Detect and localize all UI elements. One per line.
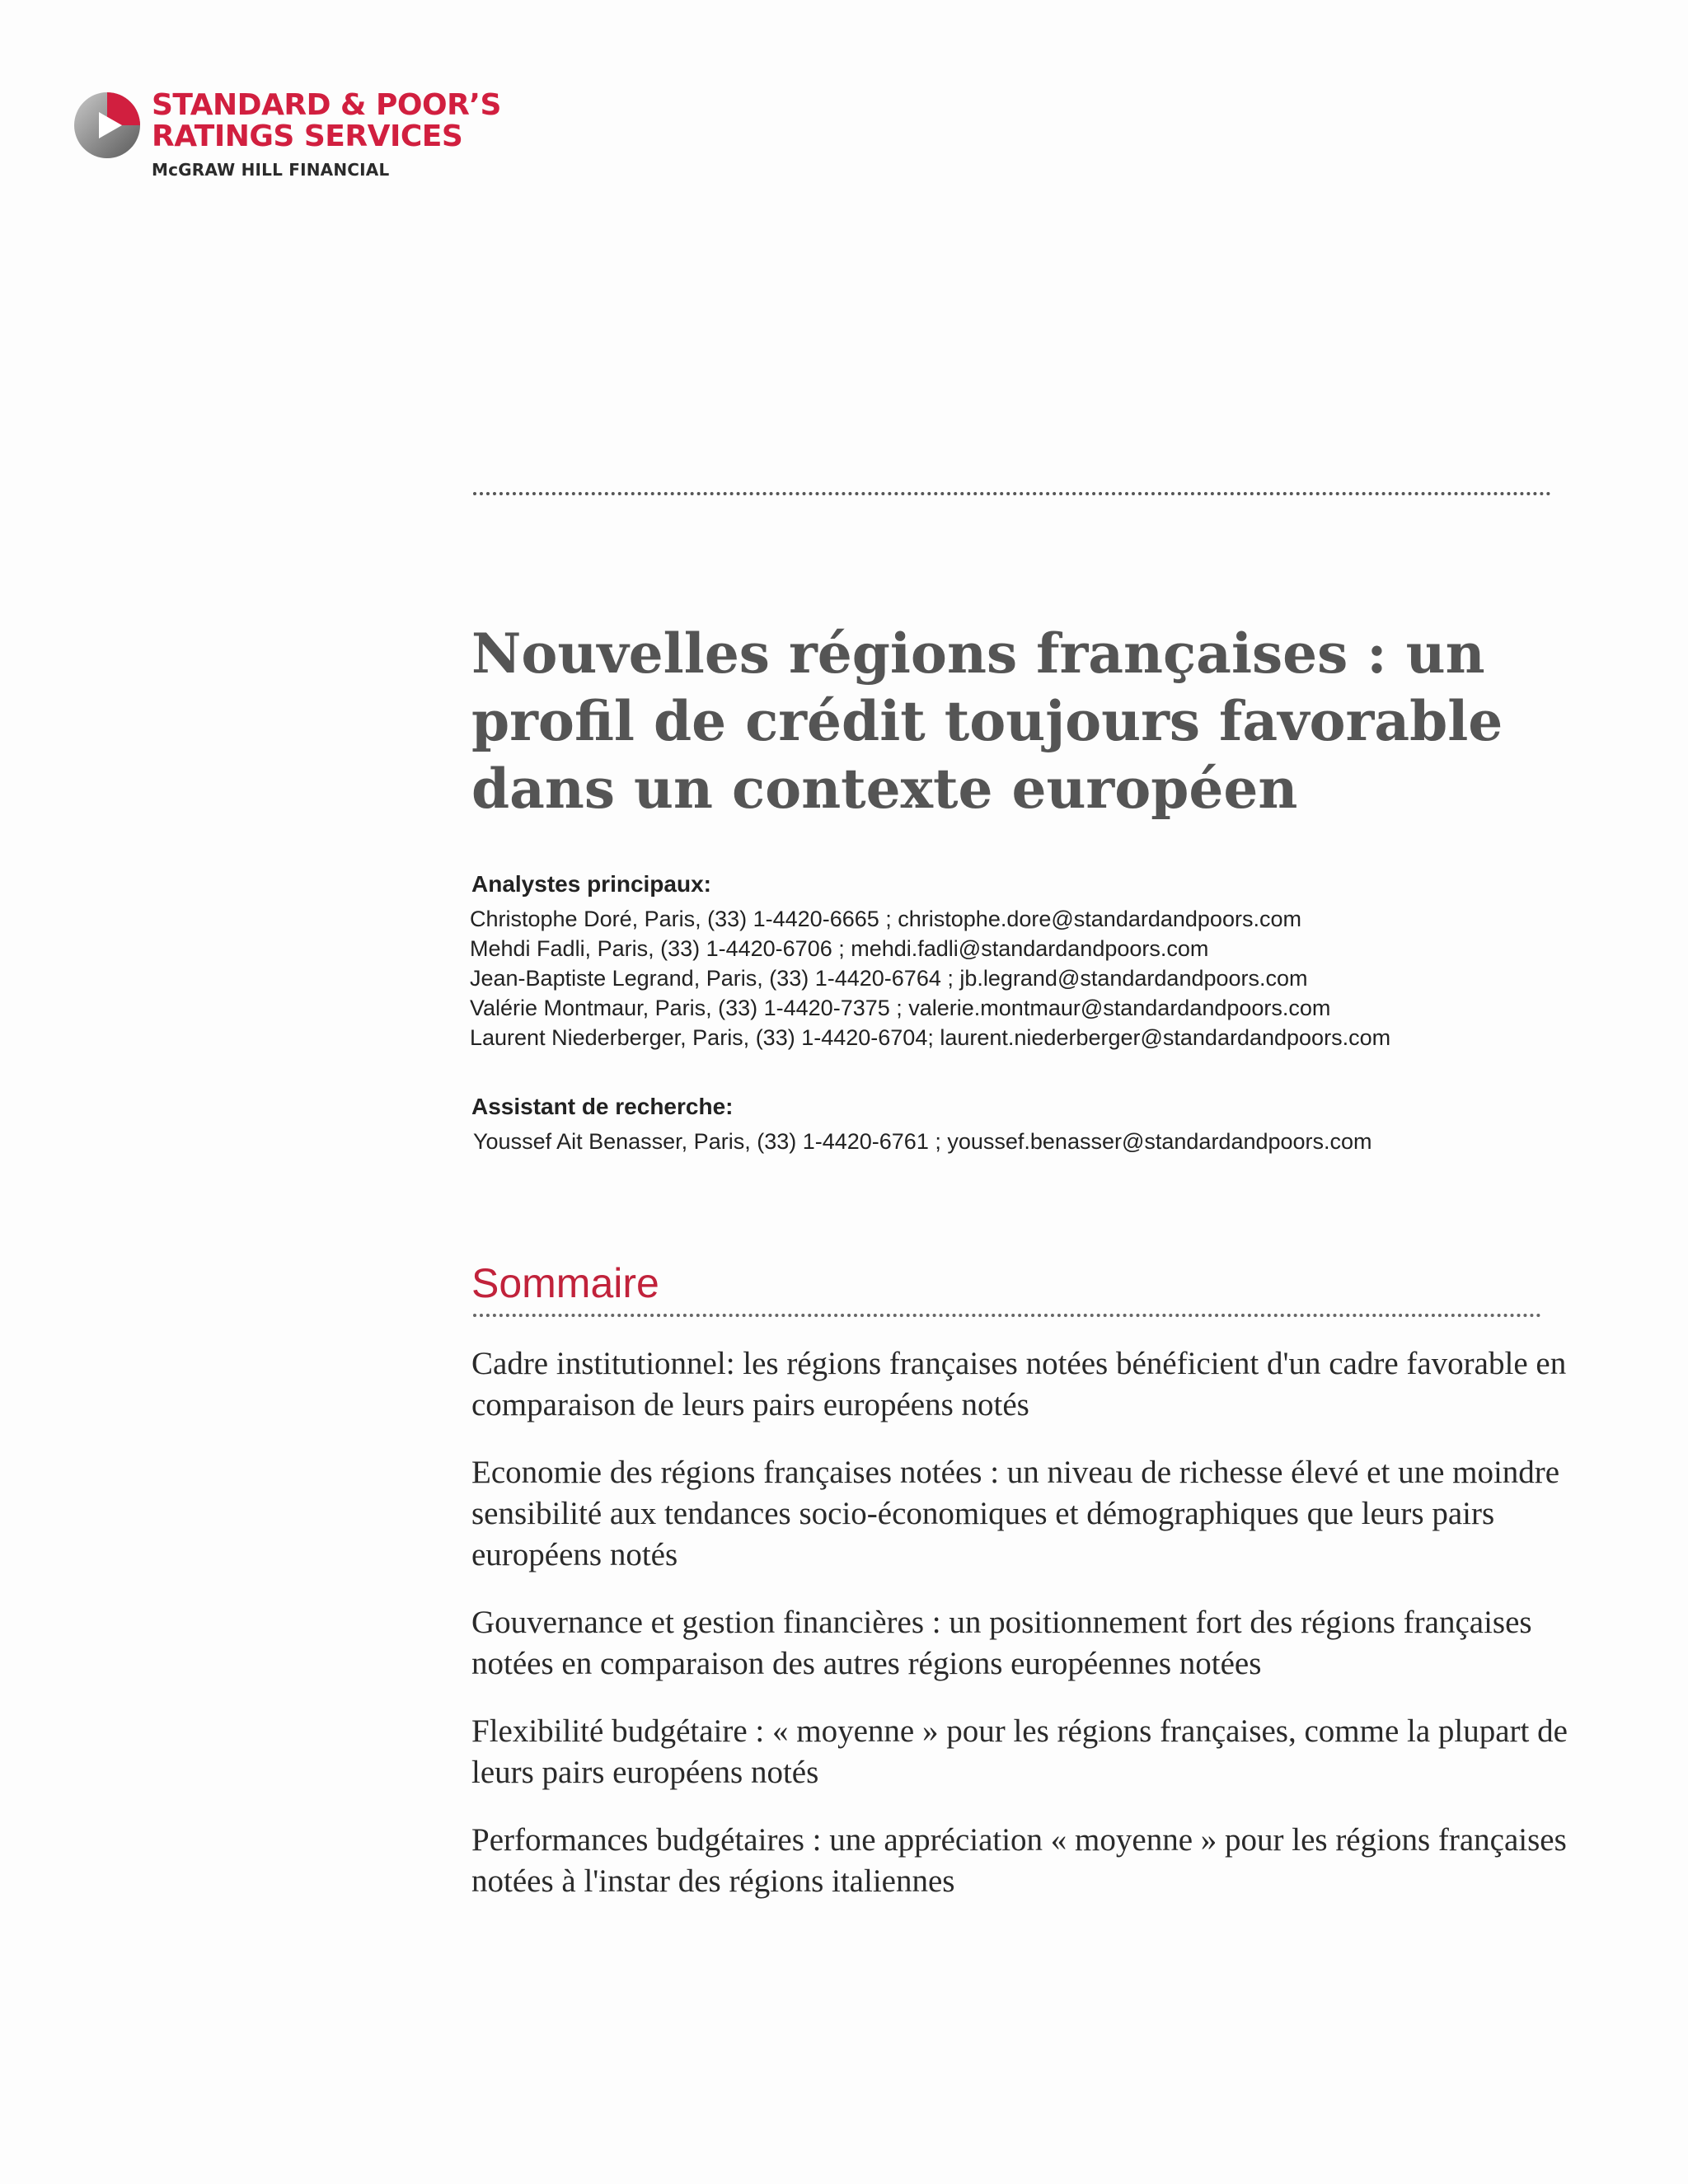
analyst-contact: Christophe Doré, Paris, (33) 1-4420-6665 ; christophe.dore@standardandpoors.com xyxy=(470,907,1301,931)
top-divider xyxy=(473,492,1551,495)
logo-text-line3: McGRAW HILL FINANCIAL xyxy=(152,160,390,180)
summary-item: Flexibilité budgétaire : « moyenne » pour les régions françaises, comme la plupart de leurs pairs européens notés xyxy=(471,1713,1568,1790)
logo-text-line2: RATINGS SERVICES xyxy=(152,120,463,153)
summary-item: Economie des régions françaises notées : un niveau de richesse élevé et une moindre sensibilité aux tendances socio-économiques et démographiques que leurs pairs européens notés xyxy=(471,1455,1560,1572)
summary-item: Cadre institutionnel: les régions françaises notées bénéficient d'un cadre favorable en comparaison de leurs pairs européens notés xyxy=(471,1346,1567,1422)
play-arrow-logo-icon xyxy=(73,91,142,160)
summary-heading: Sommaire xyxy=(471,1260,659,1306)
analysts-list xyxy=(470,904,1390,1052)
sp-ratings-logo xyxy=(73,87,501,186)
assistant-label: Assistant de recherche: xyxy=(471,1094,734,1119)
logo-text-line1: STANDARD & POOR’S xyxy=(152,88,501,122)
summary-item: Performances budgétaires : une appréciation « moyenne » pour les régions françaises notées à l'instar des régions italiennes xyxy=(471,1822,1567,1899)
analysts-label: Analystes principaux: xyxy=(471,871,711,897)
summary-list xyxy=(471,1343,1568,1929)
analyst-contact: Jean-Baptiste Legrand, Paris, (33) 1-4420-6764 ; jb.legrand@standardandpoors.com xyxy=(470,966,1308,991)
summary-divider xyxy=(473,1314,1541,1317)
assistant-contact: Youssef Ait Benasser, Paris, (33) 1-4420-6761 ; youssef.benasser@standardandpoors.com xyxy=(473,1129,1372,1154)
analyst-contact: Laurent Niederberger, Paris, (33) 1-4420-6704; laurent.niederberger@standardandpoors.com xyxy=(470,1025,1391,1050)
analyst-contact: Valérie Montmaur, Paris, (33) 1-4420-7375 ; valerie.montmaur@standardandpoors.com xyxy=(470,996,1331,1020)
analyst-contact: Mehdi Fadli, Paris, (33) 1-4420-6706 ; mehdi.fadli@standardandpoors.com xyxy=(470,936,1209,961)
summary-item: Gouvernance et gestion financières : un positionnement fort des régions françaises notées en comparaison des autres régions européennes notées xyxy=(471,1605,1532,1681)
report-title: Nouvelles régions françaises : un profil de crédit toujours favorable dans un contexte européen xyxy=(471,621,1503,821)
